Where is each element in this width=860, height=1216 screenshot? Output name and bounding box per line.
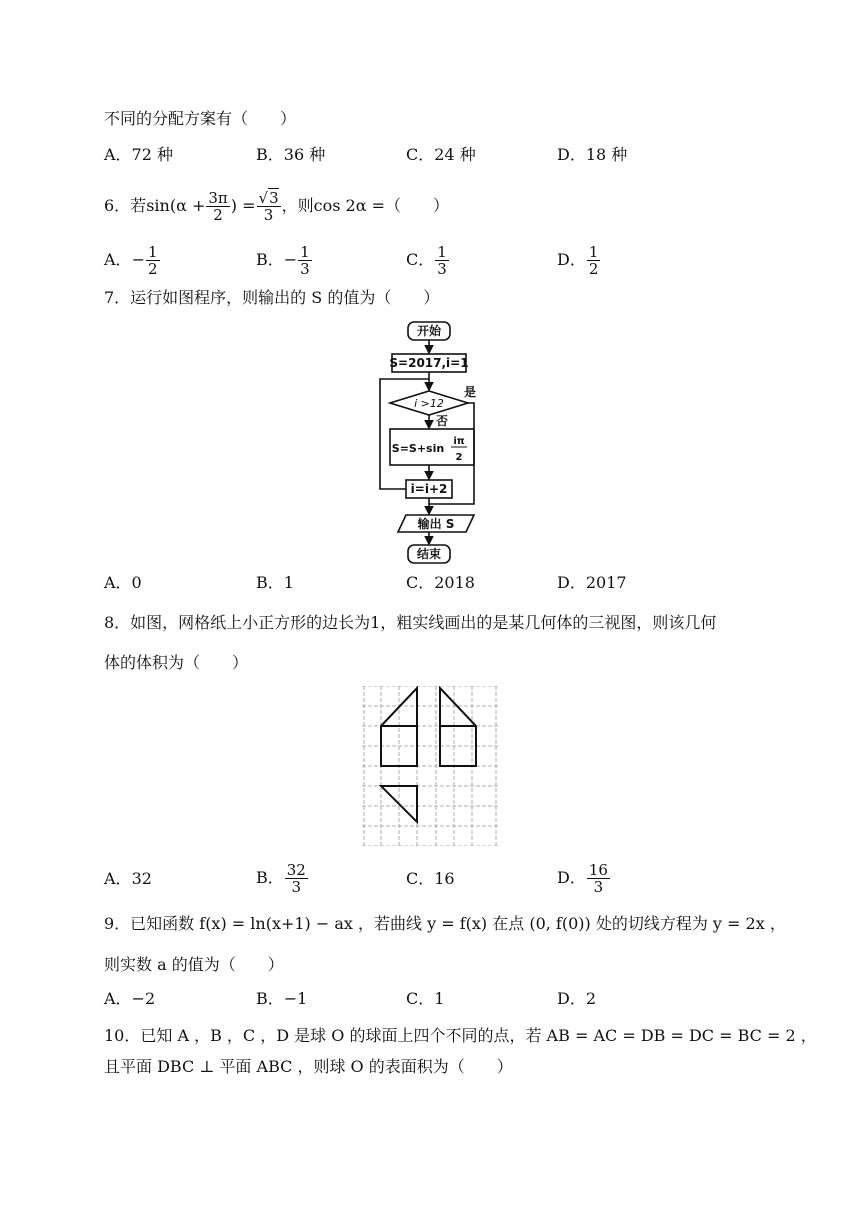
q8-option-b-den: 3 (291, 878, 302, 896)
q6-angle-fraction (206, 190, 229, 223)
q8-option-d-label: D． (557, 868, 586, 887)
q8-option-b-label: B． (256, 868, 284, 887)
q6-option-b-sign: − (283, 250, 298, 269)
q6-option-d-num: 1 (588, 243, 599, 261)
q7-option-b: B．1 (256, 573, 294, 592)
q9-option-d: D．2 (557, 989, 597, 1008)
q8-option-b-num: 32 (286, 861, 306, 879)
q5-option-c: C．24 种 (406, 145, 476, 164)
q6-rhs-fraction (257, 190, 281, 223)
q5-tail: 不同的分配方案有（ ） (104, 109, 297, 128)
flowchart-loop-line (380, 379, 429, 489)
flowchart-end-text: 结束 (416, 547, 442, 561)
q6-mid: ，则 (281, 196, 314, 215)
q6-option-d-frac (587, 244, 601, 277)
q6-option-d-label: D． (557, 250, 586, 269)
q8-option-d-den: 3 (593, 878, 604, 896)
q6-rhs-num: √3 (258, 189, 279, 207)
q6-option-a-den: 2 (147, 260, 158, 278)
q6-cos: cos 2α = (313, 196, 385, 215)
q6-option-d (557, 242, 601, 278)
q8-option-a-label: A． (104, 869, 132, 888)
flowchart-output-text: 输出 S (417, 517, 455, 531)
q5-option-b: B．36 种 (256, 145, 326, 164)
q6-rhs-radicand: 3 (269, 189, 279, 207)
q6-option-c-den: 3 (437, 260, 447, 278)
q8-option-c-value: 16 (434, 869, 455, 888)
flowchart-body-den: 2 (455, 452, 463, 463)
flowchart-body-num: iπ (453, 436, 465, 447)
q6-option-b-num: 1 (300, 243, 310, 261)
q6-option-b-frac (298, 244, 312, 277)
q6-option-b-den: 3 (300, 260, 310, 278)
q8-option-a (104, 868, 152, 890)
q9-stem-line2: 则实数 a 的值为（ ） (104, 955, 284, 974)
flowchart-body-text: S=S+sin (391, 442, 445, 455)
q6-stem (104, 186, 449, 226)
q8-option-a-value: 32 (131, 869, 152, 888)
q10-stem-line1: 10．已知 A ，B ，C ，D 是球 O 的球面上四个不同的点，若 AB = AC = DB = DC = BC = 2 ， (104, 1026, 817, 1045)
q6-option-c-frac (435, 244, 449, 277)
q8-option-c-label: C． (406, 869, 435, 888)
q6-option-a-sign: − (131, 250, 145, 269)
q8-option-d-frac (587, 862, 610, 895)
q8-option-d (557, 860, 611, 896)
q6-option-c (406, 242, 450, 278)
q6-option-d-den: 2 (588, 260, 599, 278)
q8-stem-line2: 体的体积为（ ） (104, 653, 249, 672)
q9-option-c: C．1 (406, 989, 445, 1008)
flowchart-yes-text: 是 (463, 385, 477, 399)
q8-option-c (406, 868, 455, 890)
q7-option-a: A．0 (104, 573, 142, 592)
q9-stem-line1: 9．已知函数 f(x) = ln(x+1) − ax ，若曲线 y = f(x) 在点 (0, f(0)) 处的切线方程为 y = 2x ， (104, 914, 786, 933)
flowchart-incr-text: i=i+2 (410, 482, 448, 496)
q6-eq: ) = (230, 196, 256, 215)
q7-option-d: D．2017 (557, 573, 627, 592)
flowchart-start-text: 开始 (416, 324, 442, 338)
q6-option-c-num: 1 (437, 243, 447, 261)
q8-option-d-num: 16 (588, 861, 608, 879)
q6-option-a-frac (146, 244, 160, 277)
q9-option-a: A．−2 (104, 989, 156, 1008)
flowchart-no-text: 否 (435, 414, 449, 428)
q6-prefix: 6．若 (104, 196, 147, 215)
q7-stem: 7．运行如图程序，则输出的 S 的值为（ ） (104, 288, 440, 307)
q10-stem-line2: 且平面 DBC ⊥ 平面 ABC ，则球 O 的表面积为（ ） (104, 1057, 513, 1076)
q6-rhs-den: 3 (263, 206, 274, 224)
q6-option-c-label: C． (406, 250, 435, 269)
q6-angle-num: 3π (208, 189, 228, 207)
q6-tail: （ ） (385, 196, 450, 215)
q5-option-d: D．18 种 (557, 145, 628, 164)
q8-option-b-frac (285, 862, 308, 895)
three-view-grid (362, 686, 500, 846)
q8-option-b (256, 860, 309, 896)
q8-stem-line1: 8．如图，网格纸上小正方形的边长为1，粗实线画出的是某几何体的三视图，则该几何 (104, 613, 717, 632)
q5-option-a: A．72 种 (104, 145, 174, 164)
q6-angle-den: 2 (213, 206, 223, 224)
flowchart-init-text: S=2017,i=1 (389, 356, 469, 370)
q6-option-a (104, 242, 161, 278)
q7-option-c: C．2018 (406, 573, 475, 592)
q9-option-b: B．−1 (256, 989, 308, 1008)
q6-option-a-num: 1 (147, 243, 158, 261)
flowchart (372, 318, 492, 566)
q6-option-a-label: A． (104, 250, 132, 269)
q6-option-b (256, 242, 313, 278)
q6-sin: sin(α + (146, 196, 206, 215)
q6-option-b-label: B． (256, 250, 284, 269)
flowchart-cond-text: i >12 (414, 397, 444, 410)
